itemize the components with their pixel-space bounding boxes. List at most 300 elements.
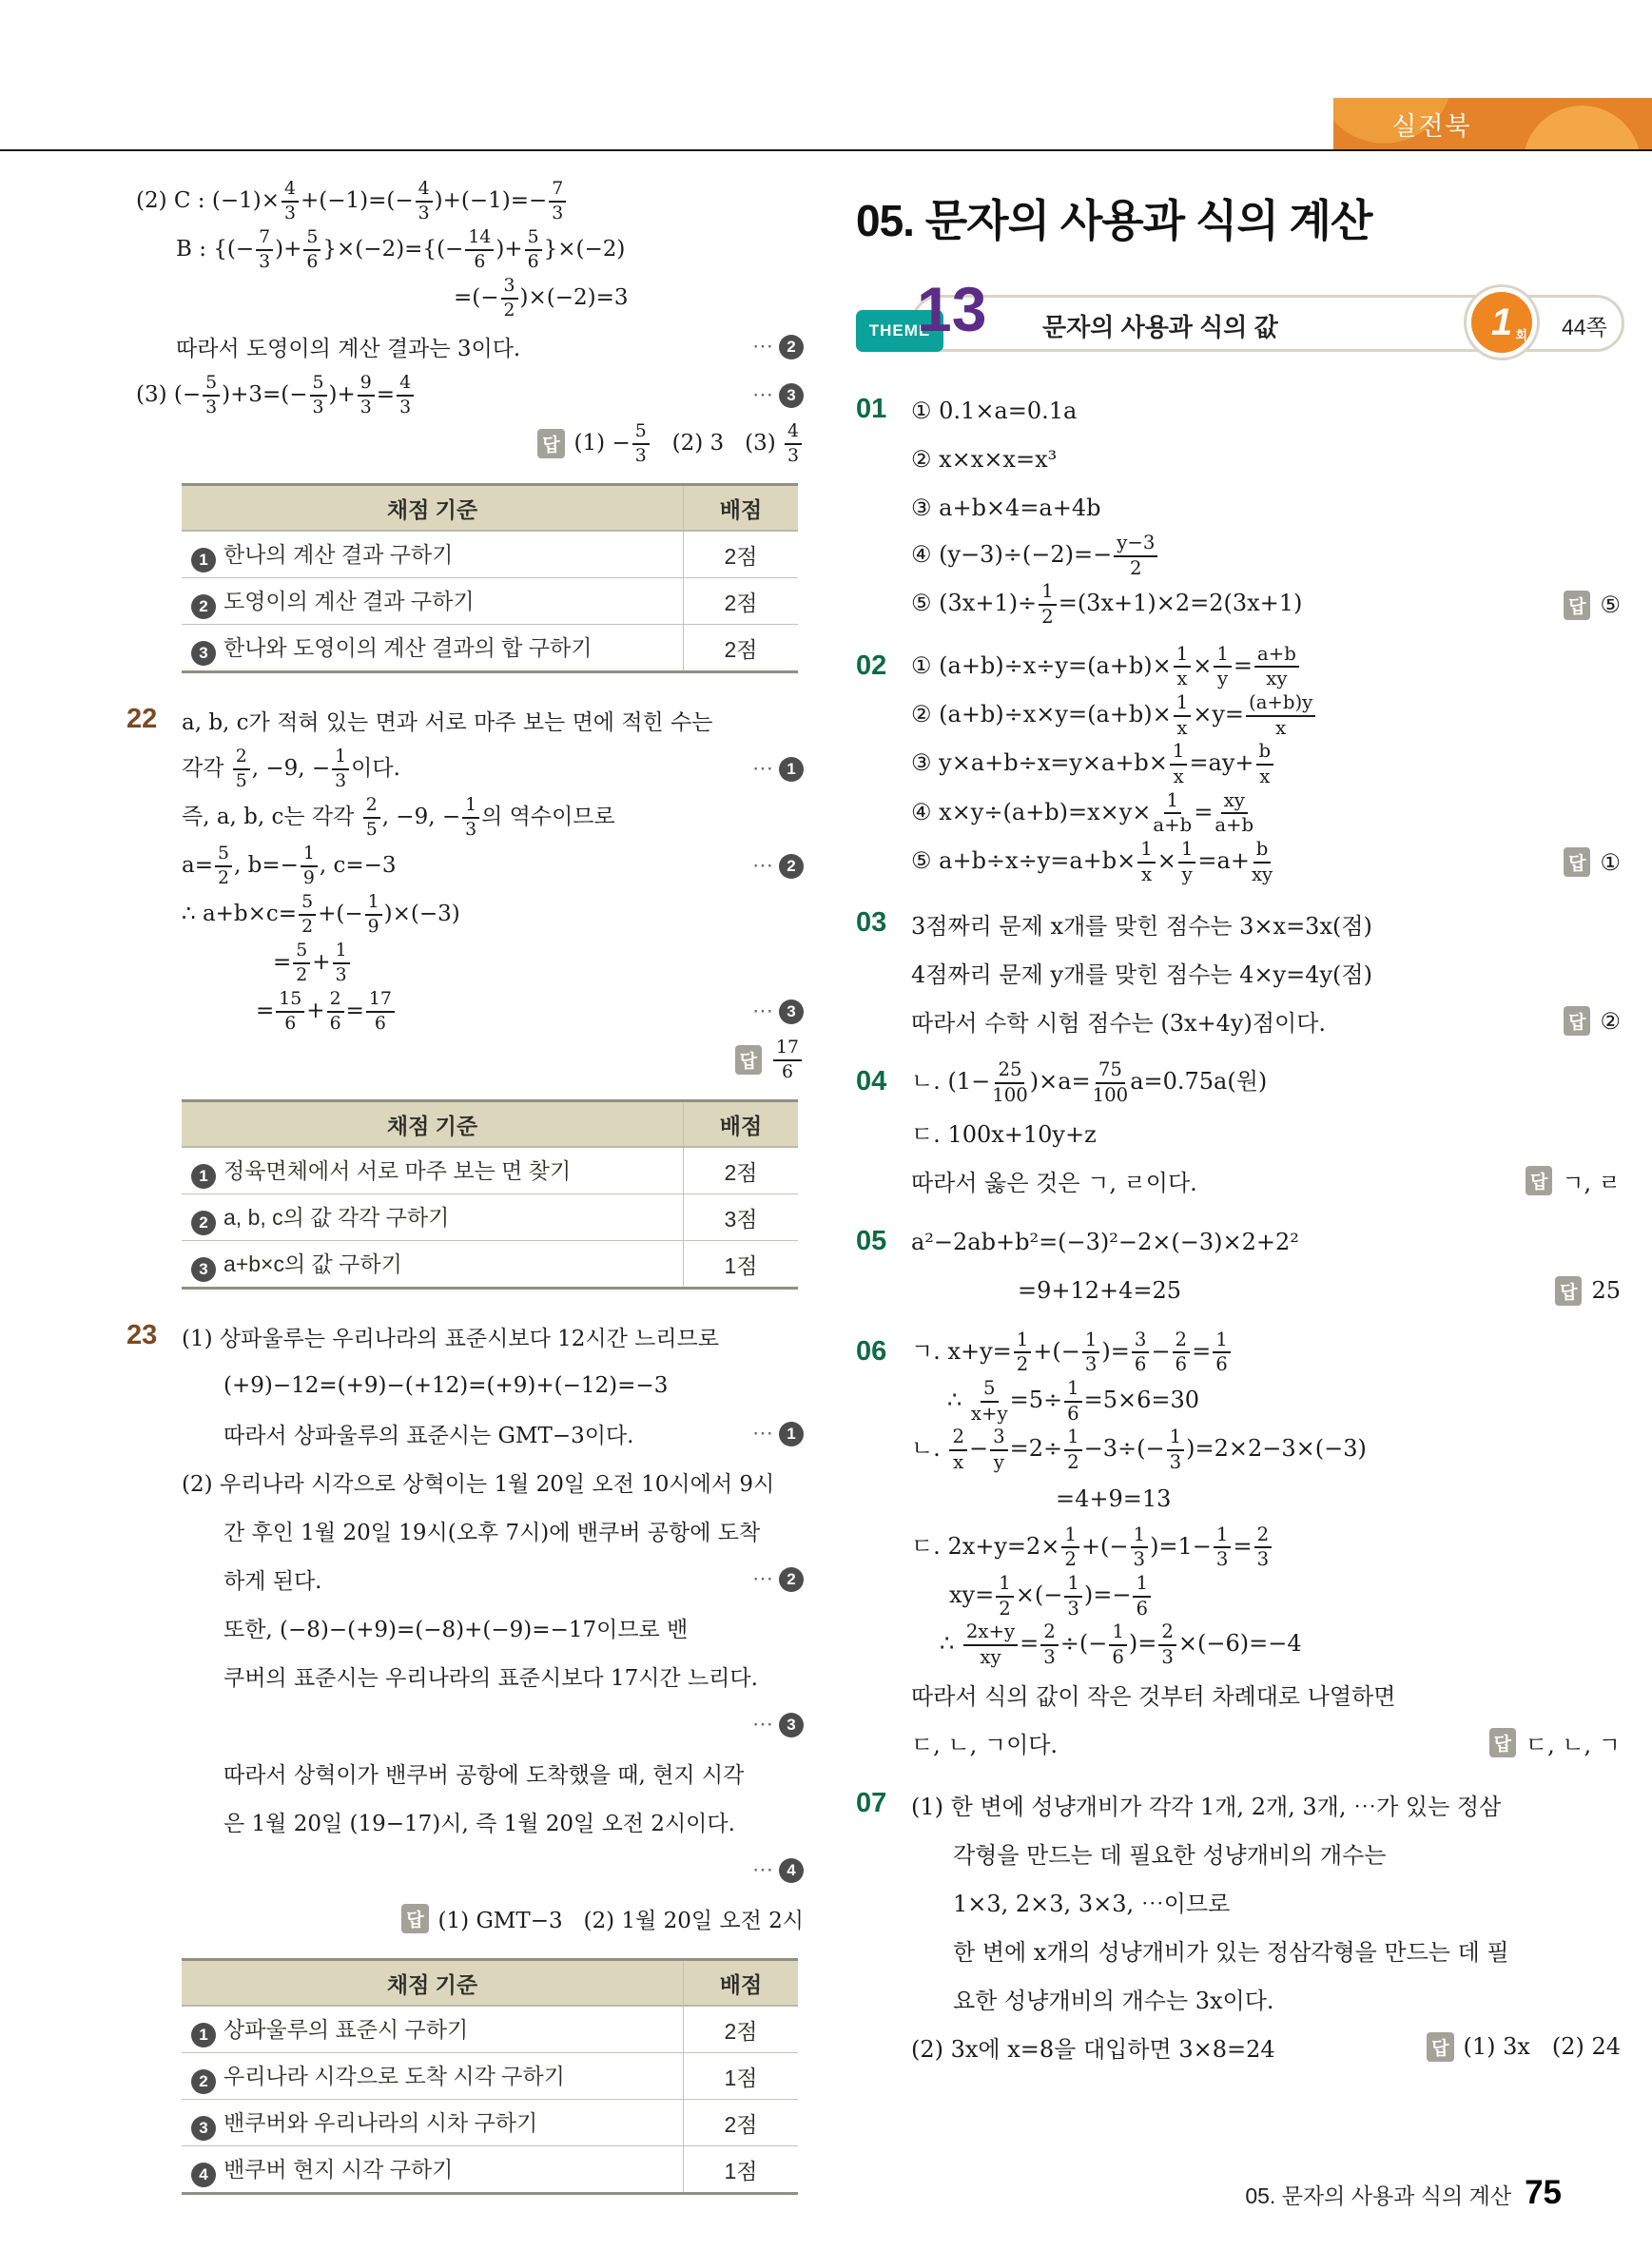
round-unit: 회 bbox=[1515, 328, 1527, 342]
solution-line bbox=[182, 745, 804, 793]
solution-line bbox=[911, 1620, 1621, 1669]
solution-line bbox=[911, 1475, 1621, 1523]
math-text: a= $\frac{5}{2}$ , b=− $\frac{1}{9}$ , c=−3 bbox=[182, 842, 397, 888]
math-text: ㄷ. 2x+y=2× $\frac{1}{2}$ +(− $\frac{1}{3}$ )=1− $\frac{1}{3}$ = $\frac{2}{3}$ bbox=[911, 1525, 1273, 1570]
answer-badge: 답 bbox=[1564, 1006, 1590, 1036]
math-text: 따라서 수학 시험 점수는 (3x+4y)점이다. bbox=[911, 1010, 1327, 1038]
fraction: $\frac{2}{5}$ bbox=[363, 796, 380, 840]
math-text: 1×3, 2×3, 3×3, ⋯이므로 bbox=[953, 1890, 1231, 1917]
solution-line bbox=[911, 643, 1621, 691]
math-text: (1) 상파울루는 우리나라의 표준시보다 12시간 느리므로 bbox=[182, 1327, 719, 1351]
problem-04-body bbox=[911, 1058, 1624, 1204]
fraction: $\frac{1}{9}$ bbox=[365, 893, 382, 937]
grading-row bbox=[182, 2053, 798, 2100]
points-cell: 2점 bbox=[684, 2100, 799, 2146]
criteria-header: 채점 기준 bbox=[182, 1960, 684, 2007]
fraction: $\frac{4}{3}$ bbox=[785, 422, 802, 466]
problem-number: 05 bbox=[856, 1225, 887, 1256]
math-text: =(− $\frac{3}{2}$ )×(−2)=3 bbox=[454, 274, 629, 320]
answer-badge: 답 bbox=[735, 1045, 762, 1075]
fraction: $\frac{5}{3}$ bbox=[310, 374, 327, 417]
problem-02 bbox=[856, 643, 1624, 887]
step-number-badge: 1 bbox=[779, 1422, 804, 1446]
fraction: $\frac{1}{3}$ bbox=[1167, 1427, 1185, 1472]
solution-line bbox=[911, 1829, 1621, 1877]
fraction: $\frac{4}{3}$ bbox=[282, 180, 299, 223]
problem-23 bbox=[126, 1312, 804, 1943]
inline-answer bbox=[1555, 1276, 1621, 1306]
math-text: ① 0.1×a=0.1a bbox=[911, 397, 1078, 424]
ellipsis: ⋯ bbox=[752, 854, 775, 878]
grading-table-2 bbox=[182, 1099, 798, 1290]
answer-text: (1) 3x (2) 24 bbox=[1463, 2033, 1621, 2061]
fraction: $\frac{5}{3}$ bbox=[632, 422, 650, 466]
step-marker bbox=[752, 1713, 804, 1737]
fraction: $\frac{a+b}{xy}$ bbox=[1254, 645, 1299, 689]
solution-line bbox=[126, 322, 804, 371]
fraction: $\frac{1}{6}$ bbox=[1133, 1574, 1151, 1619]
math-text: (2) 3x에 x=8을 대입하면 3×8=24 bbox=[911, 2035, 1275, 2063]
fraction: $\frac{1}{3}$ bbox=[332, 747, 349, 791]
math-text: ∴ $\frac{5}{x+y}$ =5÷ $\frac{1}{6}$ =5×6=30 bbox=[947, 1377, 1200, 1425]
math-text: 따라서 상혁이가 밴쿠버 공항에 도착했을 때, 현지 시각 bbox=[224, 1763, 745, 1788]
fraction: $\frac{b}{x}$ bbox=[1256, 742, 1274, 786]
fraction: $\frac{1}{a+b}$ bbox=[1153, 788, 1193, 837]
answer-text bbox=[771, 1038, 804, 1082]
math-text: (2) C : (−1)× $\frac{4}{3}$ +(−1)=(− $\frac{4}{3}$ )+(−1)=− $\frac{7}{3}$ bbox=[126, 180, 568, 223]
math-text: ⑤ (3x+1)÷ $\frac{1}{2}$ =(3x+1)×2=2(3x+1) bbox=[911, 580, 1303, 629]
solution-line bbox=[911, 532, 1621, 580]
fraction: $\frac{1}{3}$ bbox=[1082, 1330, 1100, 1375]
solution-line bbox=[126, 274, 804, 322]
solution-line bbox=[911, 1218, 1621, 1267]
left-column bbox=[126, 177, 804, 2218]
answer-badge: 답 bbox=[537, 429, 564, 458]
fraction: $\frac{2}{3}$ bbox=[1158, 1622, 1176, 1667]
fraction: $\frac{1}{2}$ bbox=[996, 1574, 1014, 1619]
solution-line bbox=[911, 789, 1621, 838]
fraction: $\frac{1}{2}$ bbox=[1014, 1330, 1032, 1375]
step-marker bbox=[752, 335, 804, 359]
solution-line bbox=[182, 1312, 804, 1361]
math-text: 각각 $\frac{2}{5}$ , −9, − $\frac{1}{3}$ 이다. bbox=[182, 745, 400, 791]
criteria-cell: 3 밴쿠버와 우리나라의 시차 구하기 bbox=[182, 2100, 684, 2146]
fraction: $\frac{1}{6}$ bbox=[1109, 1622, 1127, 1667]
answer-badge: 답 bbox=[1427, 2032, 1453, 2062]
solution-line bbox=[911, 1058, 1621, 1107]
answer-text: ② bbox=[1600, 1007, 1621, 1035]
math-text: 또한, (−8)−(+9)=(−8)+(−9)=−17이므로 밴 bbox=[224, 1618, 689, 1642]
solution-line bbox=[911, 1718, 1621, 1767]
grading-row bbox=[182, 578, 798, 625]
step-number-badge: 4 bbox=[779, 1858, 804, 1883]
fraction: $\frac{2}{3}$ bbox=[1254, 1525, 1273, 1570]
fraction: $\frac{2}{3}$ bbox=[1040, 1622, 1059, 1667]
step-number-badge: 4 bbox=[191, 2163, 216, 2187]
grading-table-3 bbox=[182, 1958, 798, 2195]
math-text: (+9)−12=(+9)−(+12)=(+9)+(−12)=−3 bbox=[224, 1372, 669, 1398]
criteria-cell: 2 우리나라 시각으로 도착 시각 구하기 bbox=[182, 2053, 684, 2100]
fraction: $\frac{1}{9}$ bbox=[301, 844, 318, 888]
problem-05-body bbox=[911, 1218, 1624, 1315]
problem-03 bbox=[856, 900, 1624, 1045]
solution-continuation bbox=[126, 177, 804, 468]
fraction: $\frac{5}{2}$ bbox=[215, 844, 232, 888]
answer-badge: 답 bbox=[1489, 1728, 1516, 1757]
math-text: ① (a+b)÷x÷y=(a+b)× $\frac{1}{x}$ × $\frac{1}{y}$ = $\frac{a+b}{xy}$ bbox=[911, 645, 1301, 689]
math-text: ④ (y−3)÷(−2)=− $\frac{y-3}{2}$ bbox=[911, 534, 1159, 578]
math-text: 쿠버의 표준시는 우리나라의 표준시보다 17시간 느리다. bbox=[224, 1666, 758, 1691]
fraction: $\frac{3}{y}$ bbox=[990, 1427, 1008, 1472]
points-cell: 1점 bbox=[684, 1241, 799, 1289]
solution-line bbox=[911, 1670, 1621, 1718]
problem-number: 01 bbox=[856, 394, 887, 424]
problem-03-body bbox=[911, 900, 1624, 1045]
fraction: $\frac{b}{xy}$ bbox=[1251, 838, 1273, 885]
solution-line bbox=[911, 580, 1621, 629]
ellipsis: ⋯ bbox=[752, 757, 775, 781]
math-text: ② (a+b)÷x×y=(a+b)× $\frac{1}{x}$ ×y= $\frac{(a+b)y}{x}$ bbox=[911, 693, 1317, 738]
step-number-badge: 2 bbox=[779, 854, 804, 879]
solution-line bbox=[911, 1377, 1621, 1426]
round-badge bbox=[1467, 287, 1537, 358]
math-text: ㄷ, ㄴ, ㄱ이다. bbox=[911, 1731, 1059, 1758]
answer-text: ⑤ bbox=[1600, 592, 1621, 619]
solution-line bbox=[182, 1603, 804, 1652]
math-text: B : {(− $\frac{7}{3}$ )+ $\frac{5}{6}$ }×(−2)={(− $\frac{14}{6}$ )+ $\frac{5}{6}$ }×(−2) bbox=[176, 225, 626, 272]
step-number-badge: 2 bbox=[191, 594, 216, 619]
fraction: $\frac{75}{100}$ bbox=[1092, 1058, 1129, 1107]
math-text: 간 후인 1월 20일 19시(오후 7시)에 밴쿠버 공항에 도착 bbox=[224, 1521, 761, 1545]
math-text: 따라서 식의 값이 작은 것부터 차례대로 나열하면 bbox=[911, 1682, 1396, 1710]
ellipsis: ⋯ bbox=[752, 999, 775, 1023]
answer-line bbox=[182, 1894, 804, 1943]
step-marker bbox=[752, 757, 804, 782]
fraction: $\frac{1}{x}$ bbox=[1170, 742, 1188, 786]
answer-badge: 답 bbox=[1555, 1276, 1582, 1306]
fraction: $\frac{4}{3}$ bbox=[416, 180, 433, 223]
fraction: $\frac{1}{3}$ bbox=[1131, 1525, 1149, 1570]
fraction: $\frac{14}{6}$ bbox=[465, 228, 494, 272]
solution-line bbox=[911, 435, 1621, 483]
solution-line bbox=[182, 696, 804, 745]
solution-line bbox=[182, 939, 804, 987]
problem-number: 03 bbox=[856, 907, 887, 939]
round-number: 1 bbox=[1490, 301, 1513, 343]
math-text: 요한 성냥개비의 개수는 3x이다. bbox=[953, 1987, 1274, 2014]
inline-answer bbox=[1427, 2032, 1621, 2062]
step-marker bbox=[752, 854, 804, 879]
solution-line bbox=[911, 1780, 1621, 1829]
problem-07-body bbox=[911, 1780, 1624, 2071]
answer-line bbox=[182, 1036, 804, 1084]
right-column bbox=[856, 162, 1624, 2085]
fraction: $\frac{5}{2}$ bbox=[293, 941, 310, 985]
math-text: ㄴ. $\frac{2}{x}$ − $\frac{3}{y}$ =2÷ $\frac{1}{2}$ −3÷(− $\frac{1}{3}$ )=2×2−3×(−3) bbox=[911, 1426, 1367, 1474]
math-text: = $\frac{5}{2}$ + $\frac{1}{3}$ bbox=[182, 941, 352, 985]
criteria-header: 채점 기준 bbox=[182, 485, 684, 532]
solution-line bbox=[126, 177, 804, 225]
ellipsis: ⋯ bbox=[752, 383, 775, 407]
step-number-badge: 3 bbox=[191, 1257, 216, 1282]
math-text: (2) 우리나라 시각으로 상혁이는 1월 20일 오전 10시에서 9시 bbox=[182, 1472, 775, 1497]
step-number-badge: 1 bbox=[191, 548, 216, 572]
math-text: 따라서 도영이의 계산 결과는 3이다. bbox=[176, 337, 521, 361]
solution-line bbox=[182, 1749, 804, 1797]
criteria-cell: 4 밴쿠버 현지 시각 구하기 bbox=[182, 2146, 684, 2194]
footer-page-number: 75 bbox=[1525, 2174, 1562, 2211]
answer-badge: 답 bbox=[1564, 591, 1590, 620]
grading-row bbox=[182, 1147, 798, 1194]
solution-line bbox=[911, 1926, 1621, 1974]
math-text: 각형을 만드는 데 필요한 성냥개비의 개수는 bbox=[953, 1841, 1387, 1869]
answer-text: (1) − $\frac{5}{3}$ (2) 3 (3) $\frac{4}{3}$ bbox=[574, 422, 804, 466]
criteria-cell: 2 도영이의 계산 결과 구하기 bbox=[182, 578, 684, 625]
math-text: ⑤ a+b÷x÷y=a+b× $\frac{1}{x}$ × $\frac{1}{y}$ =a+ $\frac{b}{xy}$ bbox=[911, 838, 1273, 885]
points-header: 배점 bbox=[684, 1101, 799, 1148]
solution-line bbox=[182, 1797, 804, 1846]
ellipsis: ⋯ bbox=[752, 1713, 775, 1737]
ellipsis: ⋯ bbox=[752, 1422, 775, 1446]
problem-number: 04 bbox=[856, 1066, 887, 1097]
problem-01 bbox=[856, 386, 1624, 630]
inline-answer bbox=[1526, 1164, 1621, 1197]
solution-line bbox=[182, 1652, 804, 1700]
solution-line bbox=[182, 890, 804, 939]
grading-table-1 bbox=[182, 483, 798, 673]
problem-number: 23 bbox=[126, 1320, 158, 1350]
fraction: $\frac{1}{3}$ bbox=[462, 796, 479, 840]
fraction: $\frac{15}{6}$ bbox=[276, 990, 304, 1034]
math-text: 따라서 옳은 것은 ㄱ, ㄹ이다. bbox=[911, 1169, 1197, 1196]
inline-answer bbox=[1489, 1726, 1621, 1759]
fraction: $\frac{17}{6}$ bbox=[773, 1038, 802, 1082]
fraction: $\frac{1}{3}$ bbox=[1214, 1525, 1232, 1570]
fraction: $\frac{y-3}{2}$ bbox=[1114, 534, 1157, 578]
math-text: 따라서 상파울루의 표준시는 GMT−3이다. bbox=[224, 1424, 634, 1448]
solution-line bbox=[182, 1506, 804, 1555]
math-text: ∴ a+b×c= $\frac{5}{2}$ +(− $\frac{1}{9}$ )×(−3) bbox=[182, 890, 460, 937]
criteria-cell: 1 한나의 계산 결과 구하기 bbox=[182, 531, 684, 578]
footer-chapter: 05. 문자의 사용과 식의 계산 bbox=[1245, 2183, 1512, 2208]
step-marker bbox=[752, 1567, 804, 1592]
step-number-badge: 2 bbox=[191, 2069, 216, 2094]
fraction: $\frac{2}{x}$ bbox=[949, 1427, 967, 1472]
step-number-badge: 3 bbox=[779, 999, 804, 1024]
solution-line bbox=[911, 691, 1621, 740]
points-cell: 2점 bbox=[684, 625, 799, 672]
problem-number: 06 bbox=[856, 1335, 887, 1367]
criteria-cell: 1 정육면체에서 서로 마주 보는 면 찾기 bbox=[182, 1147, 684, 1194]
fraction: $\frac{4}{3}$ bbox=[397, 374, 414, 417]
problem-23-body bbox=[182, 1312, 804, 1943]
solution-line bbox=[182, 1700, 804, 1749]
fraction: $\frac{1}{2}$ bbox=[1064, 1427, 1082, 1472]
math-text: ② x×x×x=x³ bbox=[911, 445, 1058, 473]
fraction: $\frac{5}{x+y}$ bbox=[970, 1377, 1008, 1425]
step-number-badge: 3 bbox=[191, 641, 216, 666]
fraction: $\frac{1}{x}$ bbox=[1137, 840, 1156, 884]
grading-row bbox=[182, 2006, 798, 2053]
inline-answer bbox=[1564, 847, 1621, 877]
step-marker bbox=[752, 383, 804, 408]
solution-line bbox=[182, 842, 804, 890]
math-text: 3점짜리 문제 x개를 맞힌 점수는 3×x=3x(점) bbox=[911, 913, 1372, 941]
problem-06-body bbox=[911, 1329, 1624, 1767]
theme-tag: THEME bbox=[856, 310, 943, 352]
solution-line bbox=[182, 1846, 804, 1894]
solution-line bbox=[126, 371, 804, 419]
grading-row bbox=[182, 1194, 798, 1241]
ellipsis: ⋯ bbox=[752, 1567, 775, 1591]
fraction: $\frac{5}{2}$ bbox=[299, 893, 316, 937]
fraction: $\frac{1}{3}$ bbox=[333, 941, 350, 985]
math-text: ④ x×y÷(a+b)=x×y× $\frac{1}{a+b}$ = $\frac{xy}{a+b}$ bbox=[911, 788, 1254, 837]
solution-line bbox=[182, 987, 804, 1036]
fraction: $\frac{1}{6}$ bbox=[1213, 1330, 1231, 1375]
theme-name: 문자의 사용과 식의 값 bbox=[1042, 313, 1278, 341]
problem-07 bbox=[856, 1780, 1624, 2071]
step-number-badge: 3 bbox=[779, 1713, 804, 1737]
fraction: $\frac{5}{6}$ bbox=[525, 228, 542, 272]
fraction: $\frac{1}{x}$ bbox=[1174, 645, 1192, 689]
math-text: ㄴ. (1− $\frac{25}{100}$ )×a= $\frac{75}{100}$ a=0.75a(원) bbox=[911, 1058, 1268, 1107]
corner-tab bbox=[1333, 98, 1652, 149]
solution-line bbox=[911, 2023, 1621, 2071]
math-text: ③ a+b×4=a+4b bbox=[911, 494, 1101, 521]
section-title: 05. 문자의 사용과 식의 계산 bbox=[856, 196, 1372, 245]
solution-line bbox=[911, 1108, 1621, 1156]
math-text: a, b, c가 적혀 있는 면과 서로 마주 보는 면에 적힌 수는 bbox=[182, 710, 713, 735]
step-marker bbox=[752, 999, 804, 1024]
page-footer bbox=[0, 2174, 1562, 2212]
answer-badge: 답 bbox=[401, 1904, 428, 1933]
fraction: $\frac{25}{100}$ bbox=[992, 1058, 1028, 1107]
answer-badge: 답 bbox=[1526, 1166, 1552, 1195]
solution-line bbox=[911, 838, 1621, 886]
math-text: =9+12+4=25 bbox=[1018, 1277, 1182, 1305]
corner-tab-label: 실전북 bbox=[1391, 111, 1472, 141]
step-number-badge: 1 bbox=[191, 1164, 216, 1189]
fraction: $\frac{9}{3}$ bbox=[358, 374, 375, 417]
criteria-cell: 3 한나와 도영이의 계산 결과의 합 구하기 bbox=[182, 625, 684, 672]
fraction: $\frac{2}{6}$ bbox=[1173, 1330, 1191, 1375]
grading-row bbox=[182, 1241, 798, 1289]
fraction: $\frac{3}{2}$ bbox=[501, 277, 518, 320]
step-number-badge: 3 bbox=[191, 2116, 216, 2141]
points-cell: 3점 bbox=[684, 1194, 799, 1241]
fraction: $\frac{1}{x}$ bbox=[1174, 693, 1192, 738]
step-number-badge: 2 bbox=[779, 1567, 804, 1592]
solution-line bbox=[911, 1572, 1621, 1620]
math-text: 하게 된다. bbox=[224, 1569, 322, 1594]
ellipsis: ⋯ bbox=[752, 1858, 775, 1882]
math-text: ③ y×a+b÷x=y×a+b× $\frac{1}{x}$ =ay+ $\frac{b}{x}$ bbox=[911, 742, 1275, 786]
problem-number: 07 bbox=[856, 1787, 887, 1818]
math-text: 즉, a, b, c는 각각 $\frac{2}{5}$ , −9, − $\frac{1}{3}$ 의 역수이므로 bbox=[182, 793, 615, 840]
fraction: $\frac{5}{3}$ bbox=[203, 374, 220, 417]
math-text: 한 변에 x개의 성냥개비가 있는 정삼각형을 만드는 데 필 bbox=[953, 1938, 1509, 1966]
answer-text: ㄷ, ㄴ, ㄱ bbox=[1525, 1731, 1621, 1758]
inline-answer bbox=[1564, 1006, 1621, 1036]
step-number-badge: 3 bbox=[779, 383, 804, 408]
math-text: (3) (− $\frac{5}{3}$ )+3=(− $\frac{5}{3}$ )+ $\frac{9}{3}$ = $\frac{4}{3}$ bbox=[126, 374, 416, 417]
answer-text: ㄱ, ㄹ bbox=[1562, 1169, 1621, 1196]
grading-row bbox=[182, 625, 798, 672]
points-cell: 2점 bbox=[684, 531, 799, 578]
fraction: $\frac{1}{2}$ bbox=[1061, 1525, 1079, 1570]
criteria-cell: 1 상파울루의 표준시 구하기 bbox=[182, 2006, 684, 2053]
fraction: $\frac{1}{3}$ bbox=[1064, 1574, 1082, 1619]
math-text: (1) 한 변에 성냥개비가 각각 1개, 2개, 3개, ⋯가 있는 정삼 bbox=[911, 1793, 1502, 1820]
fraction: $\frac{5}{6}$ bbox=[303, 228, 321, 272]
step-marker bbox=[752, 1422, 804, 1446]
points-header: 배점 bbox=[684, 485, 799, 532]
theme-bar bbox=[856, 274, 1624, 358]
points-cell: 2점 bbox=[684, 578, 799, 625]
solution-line bbox=[911, 740, 1621, 788]
criteria-cell: 3 a+b×c의 값 구하기 bbox=[182, 1241, 684, 1289]
solution-line bbox=[182, 793, 804, 842]
math-text: =4+9=13 bbox=[1056, 1485, 1172, 1513]
solution-line bbox=[911, 948, 1621, 997]
problem-04 bbox=[856, 1058, 1624, 1204]
solution-line bbox=[911, 483, 1621, 532]
math-text: 4점짜리 문제 y개를 맞힌 점수는 4×y=4y(점) bbox=[911, 961, 1372, 989]
step-number-badge: 1 bbox=[191, 2023, 216, 2047]
fraction: $\frac{(a+b)y}{x}$ bbox=[1246, 693, 1315, 738]
fraction: $\frac{xy}{a+b}$ bbox=[1215, 788, 1254, 837]
solution-line bbox=[182, 1361, 804, 1409]
points-cell: 2점 bbox=[684, 1147, 799, 1194]
solution-line bbox=[911, 1426, 1621, 1474]
solution-line bbox=[126, 225, 804, 274]
solution-line bbox=[911, 1329, 1621, 1377]
solution-line bbox=[911, 386, 1621, 435]
math-text: ㄷ. 100x+10y+z bbox=[911, 1120, 1097, 1148]
math-text: xy= $\frac{1}{2}$ ×(− $\frac{1}{3}$ )=− $\frac{1}{6}$ bbox=[911, 1574, 1153, 1619]
criteria-cell: 2 a, b, c의 값 각각 구하기 bbox=[182, 1194, 684, 1241]
problem-22 bbox=[126, 696, 804, 1084]
solution-line bbox=[911, 900, 1621, 948]
answer-text: 25 bbox=[1591, 1277, 1621, 1305]
solution-line bbox=[911, 1974, 1621, 2023]
solution-line bbox=[911, 1877, 1621, 1926]
fraction: $\frac{2x+y}{xy}$ bbox=[963, 1622, 1018, 1667]
math-text: ∴ $\frac{2x+y}{xy}$ = $\frac{2}{3}$ ÷(− $\frac{1}{6}$ )= $\frac{2}{3}$ ×(−6)=−4 bbox=[940, 1620, 1302, 1669]
answer-badge: 답 bbox=[1564, 847, 1590, 877]
answer-text: (1) GMT−3 (2) 1월 20일 오전 2시 bbox=[437, 1909, 804, 1933]
fraction: $\frac{7}{3}$ bbox=[256, 228, 273, 272]
step-number-badge: 2 bbox=[191, 1211, 216, 1235]
top-rule bbox=[0, 149, 1652, 151]
problem-number: 22 bbox=[126, 704, 158, 734]
points-cell: 2점 bbox=[684, 2006, 799, 2053]
points-cell: 1점 bbox=[684, 2146, 799, 2194]
fraction: $\frac{3}{6}$ bbox=[1132, 1330, 1150, 1375]
grading-row bbox=[182, 531, 798, 578]
math-text: = $\frac{15}{6}$ + $\frac{2}{6}$ = $\frac{17}{6}$ bbox=[182, 990, 397, 1034]
grading-row bbox=[182, 2100, 798, 2146]
fraction: $\frac{1}{y}$ bbox=[1214, 645, 1232, 689]
problem-number: 02 bbox=[856, 650, 887, 681]
fraction: $\frac{2}{5}$ bbox=[233, 747, 250, 791]
solution-line bbox=[911, 1267, 1621, 1315]
inline-answer bbox=[1564, 591, 1621, 620]
points-header: 배점 bbox=[684, 1960, 799, 2007]
problem-05 bbox=[856, 1218, 1624, 1315]
step-number-badge: 2 bbox=[779, 335, 804, 359]
